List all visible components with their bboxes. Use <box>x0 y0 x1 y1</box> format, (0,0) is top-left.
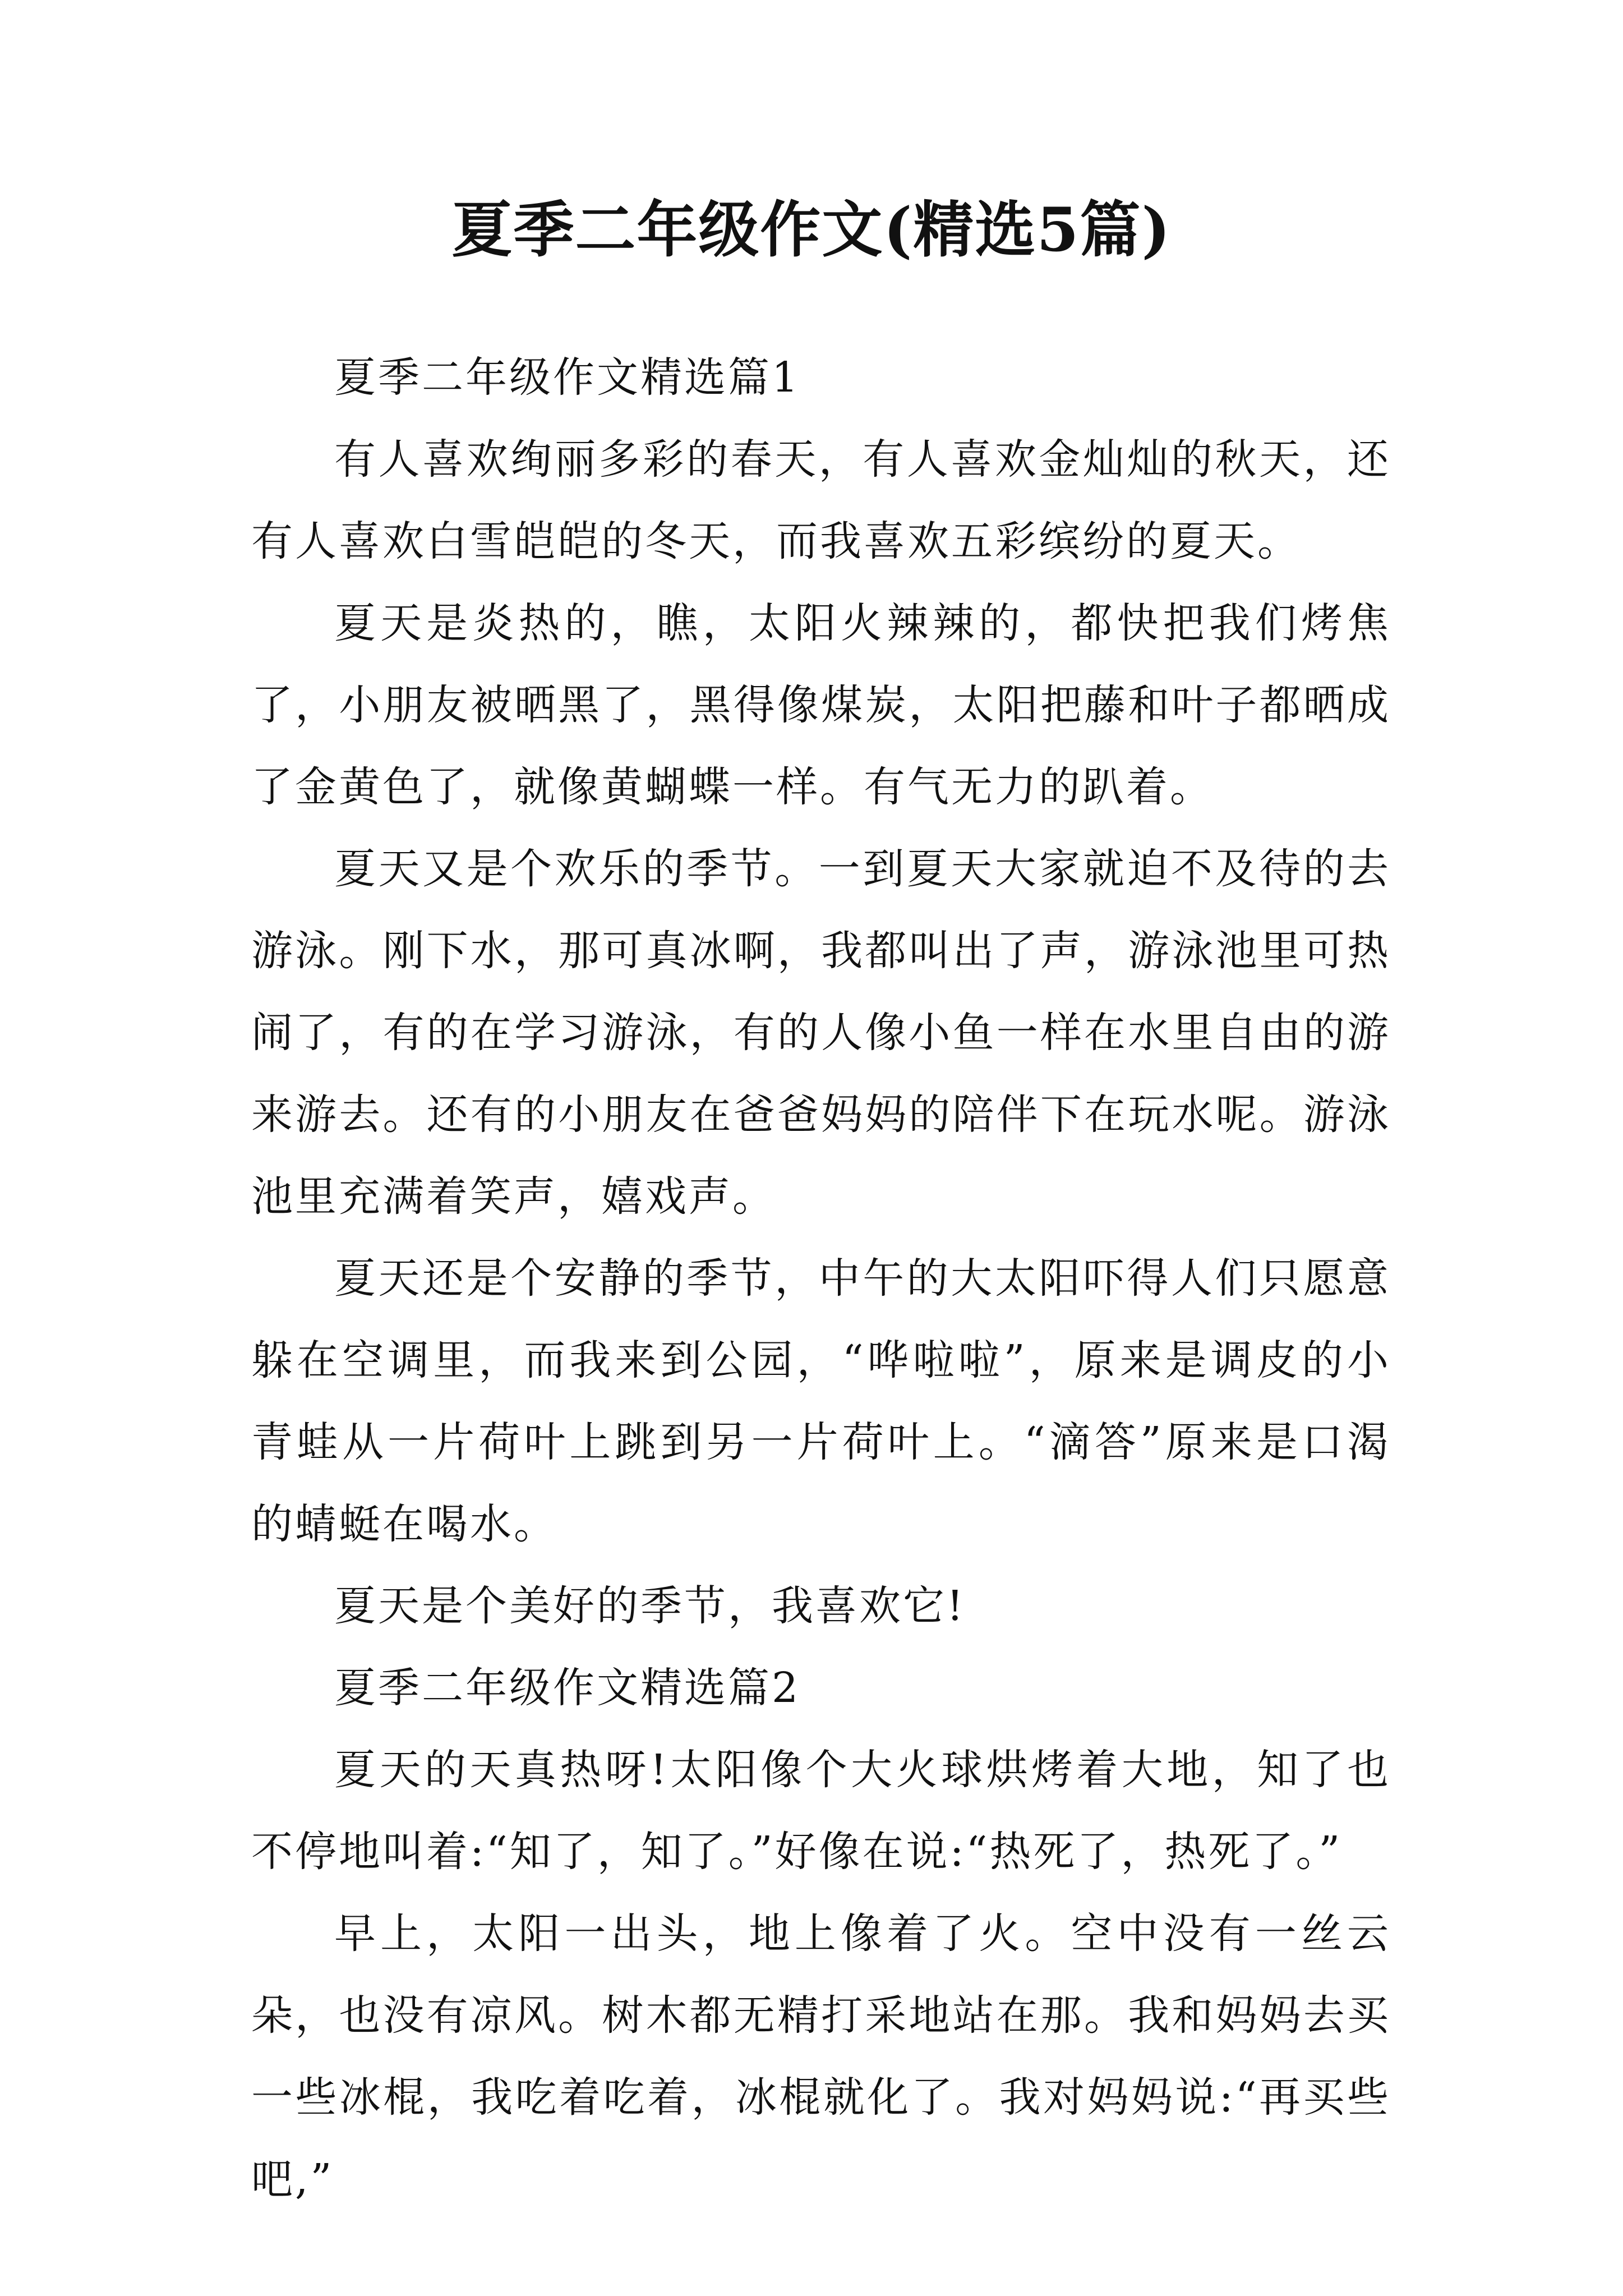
section-heading: 夏季二年级作文精选篇1 <box>334 353 801 402</box>
paragraph: 夏天还是个安静的季节，中午的大太阳吓得人们只愿意躲在空调里，而我来到公园，“哗啦啦”，原来是调皮的小青蛙从一片荷叶上跳到另一片荷叶上。“滴答”原来是口渴的蜻蜓在喝水。 <box>251 1254 1391 1548</box>
document-body <box>251 337 1391 2220</box>
section-heading: 夏季二年级作文精选篇2 <box>334 1664 801 1712</box>
paragraph: 早上，太阳一出头，地上像着了火。空中没有一丝云朵，也没有凉风。树木都无精打采地站在那。我和妈妈去买一些冰棍，我吃着吃着，冰棍就化了。我对妈妈说:“再买些吧,” <box>251 1910 1391 2203</box>
paragraph: 夏天又是个欢乐的季节。一到夏天大家就迫不及待的去游泳。刚下水，那可真冰啊，我都叫出了声，游泳池里可热闹了，有的在学习游泳，有的人像小鱼一样在水里自由的游来游去。还有的小朋友在爸爸妈妈的陪伴下在玩水呢。游泳池里充满着笑声，嬉戏声。 <box>251 845 1391 1221</box>
paragraph: 有人喜欢绚丽多彩的春天，有人喜欢金灿灿的秋天，还有人喜欢白雪皑皑的冬天，而我喜欢五彩缤纷的夏天。 <box>251 435 1391 565</box>
document-title: 夏季二年级作文(精选5篇) <box>451 195 1172 265</box>
paragraph: 夏天的天真热呀!太阳像个大火球烘烤着大地，知了也不停地叫着:“知了，知了。”好像在说:“热死了，热死了。” <box>251 1746 1391 1876</box>
paragraph: 夏天是炎热的，瞧，太阳火辣辣的，都快把我们烤焦了，小朋友被晒黑了，黑得像煤炭，太阳把藤和叶子都晒成了金黄色了，就像黄蝴蝶一样。有气无力的趴着。 <box>251 599 1391 811</box>
paragraph: 夏天是个美好的季节，我喜欢它! <box>334 1582 966 1630</box>
